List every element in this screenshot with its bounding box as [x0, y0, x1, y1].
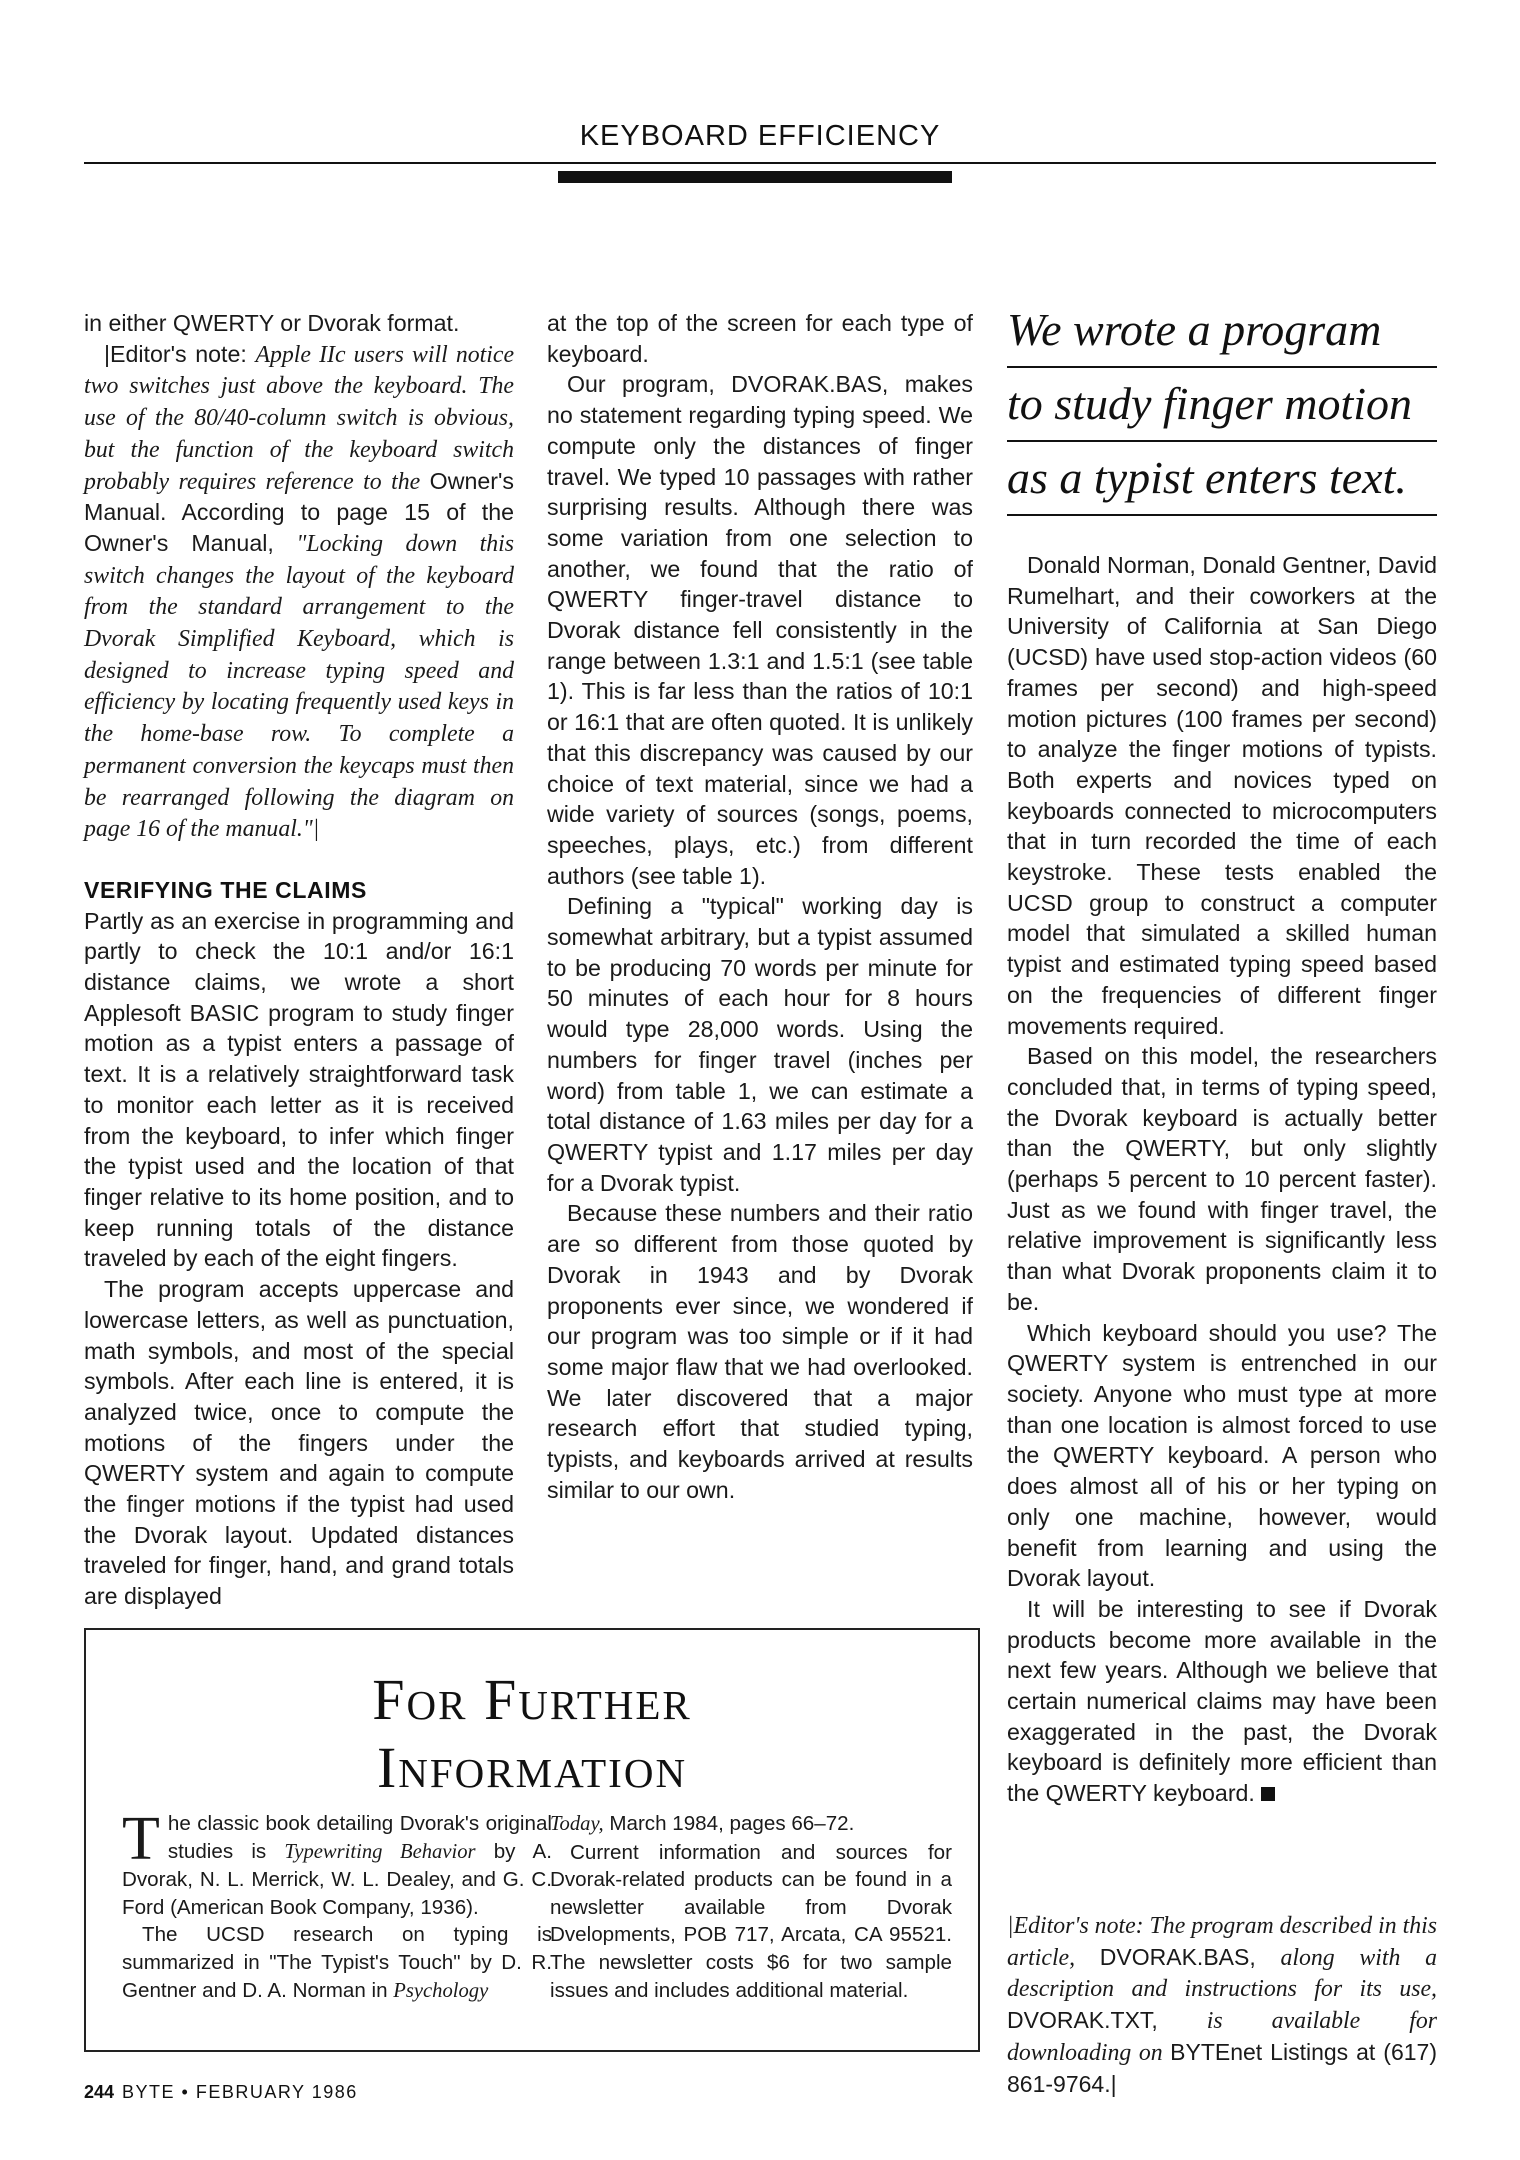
article-column-2	[547, 308, 973, 1505]
sidebar-title-line: Information	[376, 1735, 688, 1800]
pull-quote	[1007, 294, 1437, 516]
note-text-roman: Owner's Manual. According to page 15 of the Owner's Manual,	[84, 467, 514, 556]
note-text: |Editor's note: The program described in this article,	[1007, 1913, 1437, 1971]
paragraph-text: March 1984, pages 66–72.	[603, 1812, 855, 1835]
paragraph-text: It will be interesting to see if Dvorak products become more available in the next few years. Although we believe that certain numerical claims may have been exaggerated in the past, the Dvorak keyboard is definitely more efficient than the QWERTY keyboard.	[1007, 1595, 1437, 1807]
doc-filename: DVORAK.TXT,	[1007, 2007, 1158, 2034]
paragraph	[1007, 1594, 1437, 1809]
paragraph	[550, 1810, 952, 1839]
paragraph	[122, 1921, 552, 2005]
page-footer	[84, 2082, 358, 2103]
paragraph: Which keyboard should you use? The QWERTY system is entrenched in our society. Anyone who must type at more than one location is almost forced to use the QWERTY keyboard. A person who does almost all of his or her typing on only one machine, however, would benefit from learning and using the Dvorak layout.	[1007, 1319, 1437, 1592]
page-number: 244	[84, 2082, 115, 2102]
paragraph: in either QWERTY or Dvorak format.	[84, 310, 460, 336]
article-column-1	[84, 308, 514, 1612]
paragraph: The program accepts uppercase and lowercase letters, as well as punctuation, math symbols, and most of the special symbols. After each line is entered, it is analyzed twice, once to compute the motions of the fingers under the QWERTY system and again to compute the finger motions if the typist had used the Dvorak layout. Updated distances traveled for finger, hand, and grand totals are displayed	[84, 1276, 514, 1610]
sidebar-column-right	[550, 1810, 952, 2004]
note-quote: "Locking down this switch changes the layout of the keyboard from the standard arrangement to the Dvorak Simplified Keyboard, which is designed to increase typing speed and efficiency by locating frequently used keys in the home-base row. To complete a permanent conversion the keycaps must then be rearranged following the diagram on page 16 of the manual."|	[84, 530, 514, 843]
pull-quote-line: to study finger motion	[1007, 368, 1437, 442]
paragraph-text: by A. Dvorak, N. L. Merrick, W. L. Dealey, and G. C. Ford (American Book Company, 1936).	[122, 1839, 552, 1919]
book-title: Typewriting Behavior	[284, 1840, 476, 1863]
paragraph-text: he classic book detailing Dvorak's original studies is	[167, 1812, 552, 1863]
article-column-3	[1007, 550, 1437, 1809]
bytenet-listing: BYTEnet Listings at (617) 861-9764.|	[1007, 2038, 1437, 2097]
sidebar-column-left	[122, 1805, 552, 2005]
sidebar-title	[86, 1666, 978, 1802]
paragraph-text: The UCSD research on typing is summarized in "The Typist's Touch" by D. R. Gentner and D. A. Norman in	[122, 1923, 552, 2002]
journal-title: Psychology	[393, 1979, 489, 2002]
editor-note-inline	[84, 339, 514, 845]
paragraph: Current information and sources for Dvorak-related products can be found in a newsletter available from Dvorak Dvelopments, POB 717, Arcata, CA 95521. The newsletter costs $6 for two sample issues and includes additional material.	[550, 1840, 952, 2002]
header-rule	[84, 162, 1436, 164]
note-label: |Editor's note:	[104, 340, 256, 367]
drop-cap: T	[122, 1805, 160, 1873]
paragraph: Because these numbers and their ratio are so different from those quoted by Dvorak in 1943 and by Dvorak proponents ever since, we wondered if our program was too simple or if it had some major flaw that we had overlooked. We later discovered that a major research effort that studied typing, typists, and keyboards arrived at results similar to our own.	[547, 1200, 973, 1503]
editor-note	[1007, 1910, 1437, 2099]
paragraph: Defining a "typical" working day is somewhat arbitrary, but a typist assumed to be producing 70 words per minute for 50 minutes of each hour for 8 hours would type 28,000 words. Using the numbers for finger travel (inches per word) from table 1, we can estimate a total distance of 1.63 miles per day for a QWERTY typist and 1.17 miles per day for a Dvorak typist.	[547, 893, 973, 1196]
note-text: is available for downloading on	[1007, 2008, 1437, 2066]
paragraph: at the top of the screen for each type of keyboard.	[547, 310, 973, 367]
program-filename: DVORAK.BAS,	[1099, 1943, 1256, 1970]
further-information-box	[84, 1628, 980, 2052]
paragraph: Partly as an exercise in programming and partly to check the 10:1 and/or 16:1 distance claims, we wrote a short Applesoft BASIC program to study finger motion as a typist enters a passage of text. It is a relatively straightforward task to monitor each letter as it is received from the keyboard, to infer which finger the typist used and the location of that finger relative to its home position, and to keep running totals of the distance traveled by each of the eight fingers.	[84, 907, 514, 1272]
paragraph: Our program, DVORAK.BAS, makes no statement regarding typing speed. We compute only the distances of finger travel. We typed 10 passages with rather surprising results. Although there was some variation from one selection to another, we found that the ratio of QWERTY finger-travel distance to Dvorak distance fell consistently in the range between 1.3:1 and 1.5:1 (see table 1). This is far less than the ratios of 10:1 or 16:1 that are often quoted. It is unlikely that this discrepancy was caused by our choice of text material, since we had a wide variety of sources (songs, poems, speeches, plays, etc.) from different authors (see table 1).	[547, 371, 973, 889]
journal-title: Today,	[550, 1813, 604, 1835]
pull-quote-line: as a typist enters text.	[1007, 442, 1437, 516]
paragraph: Based on this model, the researchers concluded that, in terms of typing speed, the Dvorak keyboard is actually better than the QWERTY, but only slightly (perhaps 5 percent to 10 percent faster). Just as we found with finger travel, the relative improvement is significantly less than what Dvorak proponents claim it to be.	[1007, 1043, 1437, 1315]
end-of-article-mark	[1261, 1787, 1275, 1801]
section-heading: VERIFYING THE CLAIMS	[84, 876, 367, 903]
header-bar	[558, 171, 952, 183]
note-text: Apple IIc users will notice two switches just above the keyboard. The use of the 80/40-column switch is obvious, but the function of the keyboard switch probably requires reference to the	[84, 341, 515, 495]
pull-quote-line: We wrote a program	[1007, 294, 1437, 368]
note-text: along with a description and instructions for its use,	[1007, 1944, 1437, 2003]
paragraph	[122, 1805, 552, 1921]
paragraph: Donald Norman, Donald Gentner, David Rumelhart, and their coworkers at the University of California at San Diego (UCSD) have used stop-action videos (60 frames per second) and high-speed motion pictures (100 frames per second) to analyze the finger motions of typists. Both experts and novices typed on keyboards connected to microcomputers that in turn recorded the time of each keystroke. These tests enabled the UCSD group to construct a computer model that simulated a skilled human typist and estimated typing speed based on the frequencies of different finger movements required.	[1007, 552, 1437, 1039]
sidebar-title-line: For Further	[372, 1667, 692, 1732]
publication-info: BYTE • FEBRUARY 1986	[122, 2082, 358, 2102]
running-header: KEYBOARD EFFICIENCY	[579, 120, 941, 152]
